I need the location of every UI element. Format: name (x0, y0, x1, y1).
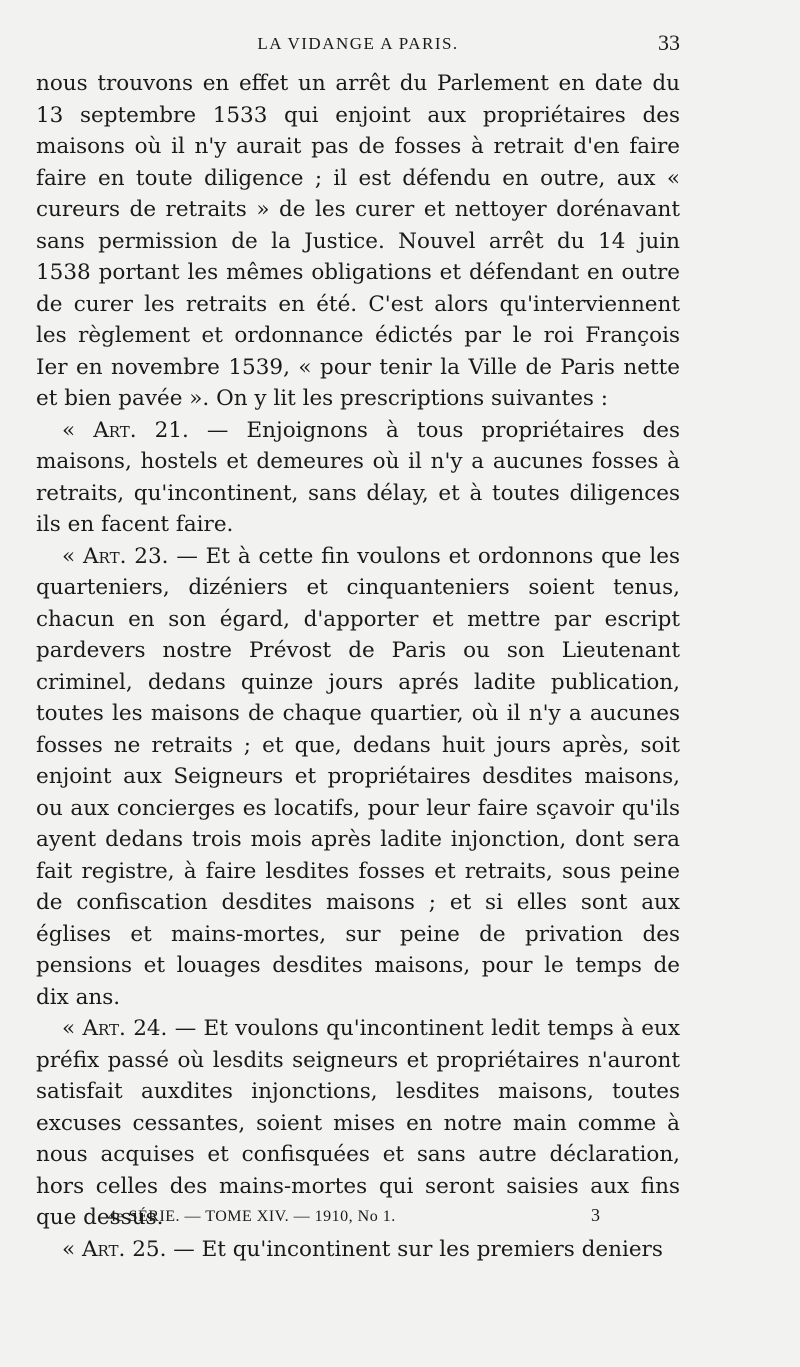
body-text (36, 68, 680, 1265)
running-title: LA VIDANGE A PARIS. (257, 34, 459, 53)
article-number: Art. 21. (93, 417, 189, 443)
quote-mark: « (62, 417, 94, 443)
signature-mark: 3 (591, 1205, 600, 1225)
paragraph-text: — Et voulons qu'incontinent ledit temps à eux préfix passé où lesdits seigneurs et propriétaires n'auront satisfait auxdites injonctions, lesdites maisons, toutes excuses cessantes, soient mises en notre main comme à nous acquises et confisquées et sans autre déclaration, hors celles des mains-mortes qui seront saisies aux fins que dessus. (36, 1016, 680, 1230)
paragraph-text: — Enjoignons à tous propriétaires des maisons, hostels et demeures où il n'y a aucunes fosses à retraits, qu'incontinent, sans délay, et à toutes diligences ils en facent faire. (36, 417, 680, 537)
article-number: Art. 23. (83, 543, 169, 569)
article-number: Art. 24. (82, 1016, 168, 1041)
quote-mark: « (62, 1236, 82, 1262)
page-number: 33 (658, 30, 680, 55)
paragraph-text: — Et à cette fin voulons et ordonnons que les quarteniers, dizéniers et cinquanteniers soient tenus, chacun en son égard, d'apporter et mettre par escript pardevers nostre Prévost de Paris ou son Lieutenant criminel, dedans quinze jours aprés ladite publication, toutes les maisons de chaque quartier, où il n'y a aucunes fosses ne retraits ; et que, dedans huit jours après, soit enjoint aux Seigneurs et propriétaires desdites maisons, ou aux concierges es locatifs, pour leur faire sçavoir qu'ils ayent dedans trois mois après ladite injonction, dont sera fait registre, à faire lesdites fosses et retraits, sous peine de confiscation desdites maisons ; et si elles sont aux églises et mains-mortes, sur peine de privation des pensions et louages desdites maisons, pour le temps de dix ans. (36, 543, 680, 1010)
article-number: Art. 25. (82, 1236, 167, 1262)
paragraph-art-23 (36, 541, 680, 1014)
running-header (36, 28, 680, 60)
page-footer (36, 1205, 680, 1238)
quote-mark: « (62, 1016, 83, 1041)
paragraph-intro (36, 68, 680, 415)
quote-mark: « (62, 543, 84, 569)
paragraph-art-25 (36, 1234, 680, 1266)
series-line: 4e SÉRIE. — TOME XIV. — 1910, No 1. (108, 1208, 396, 1225)
paragraph-text: — Et qu'incontinent sur les premiers deniers (166, 1236, 663, 1262)
paragraph-art-24 (36, 1013, 680, 1234)
paragraph-art-21 (36, 415, 680, 541)
paragraph-text: nous trouvons en effet un arrêt du Parlement en date du 13 septembre 1533 qui enjoint aux propriétaires des maisons où il n'y aurait pas de fosses à retrait d'en faire faire en toute diligence ; il est défendu en outre, aux « cureurs de retraits » de les curer et nettoyer dorénavant sans permission de la Justice. Nouvel arrêt du 14 juin 1538 portant les mêmes obligations et défendant en outre de curer les retraits en été. C'est alors qu'interviennent les règlement et ordonnance édictés par le roi François Ier en novembre 1539, « pour tenir la Ville de Paris nette et bien pavée ». On y lit les prescriptions suivantes : (36, 71, 680, 411)
